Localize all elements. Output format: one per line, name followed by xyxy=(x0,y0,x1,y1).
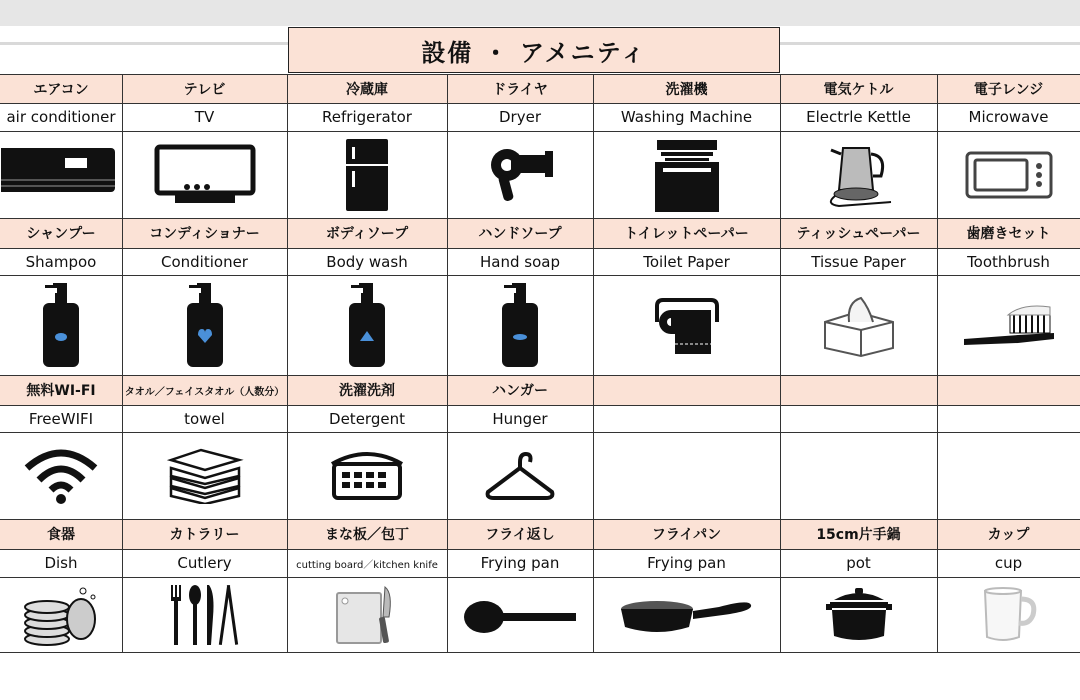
item-name-en: Toothbrush xyxy=(967,252,1050,271)
frying-pan-icon xyxy=(593,577,780,652)
item-name-en: Conditioner xyxy=(161,252,248,271)
item-name-jp: 洗濯機 xyxy=(665,81,708,98)
item-name-jp: 冷蔵庫 xyxy=(346,81,388,98)
item-name-en: Dryer xyxy=(499,108,541,126)
item-name-en: cup xyxy=(994,554,1023,572)
item-name-en: Electrle Kettle xyxy=(806,108,911,126)
grid-line-h xyxy=(0,652,1080,653)
item-name-en: Frying pan xyxy=(480,554,560,572)
microwave-icon xyxy=(937,131,1080,218)
item-name-jp xyxy=(780,375,937,405)
item-name-jp: トイレットペーパー xyxy=(624,226,749,242)
toilet-paper-icon xyxy=(593,275,780,375)
item-name-en: FreeWIFI xyxy=(28,409,94,428)
item-name-en: pot xyxy=(846,554,871,572)
dish-stack-icon xyxy=(0,577,122,652)
item-name-en xyxy=(780,405,937,432)
pot-icon xyxy=(780,577,937,652)
item-name-en: Refrigerator xyxy=(322,108,412,126)
item-name-jp xyxy=(937,375,1080,405)
item-name-en: Washing Machine xyxy=(620,108,753,126)
item-name-en: Dish xyxy=(44,554,78,572)
toothbrush-icon xyxy=(937,275,1080,375)
item-name-jp: カップ xyxy=(987,527,1030,543)
item-name-jp: カトラリー xyxy=(169,527,240,543)
item-name-en: towel xyxy=(184,409,225,428)
item-name-en: air conditioner xyxy=(6,108,116,126)
item-name-jp: 食器 xyxy=(47,527,75,543)
page-title: 設備 ・ アメニティ xyxy=(288,27,780,73)
item-name-jp: ハンガー xyxy=(492,383,548,399)
conditioner-bottle-icon xyxy=(122,275,287,375)
item-name-en: Body wash xyxy=(326,252,408,271)
wifi-icon xyxy=(0,432,122,519)
item-name-jp: エアコン xyxy=(33,81,89,98)
item-name-jp: 無料WI-FI xyxy=(26,383,96,399)
top-margin xyxy=(0,0,1080,26)
item-name-jp: ドライヤ xyxy=(492,81,548,98)
item-name-jp: コンディショナー xyxy=(149,226,260,242)
laundry-basket-icon xyxy=(287,432,447,519)
refrigerator-icon xyxy=(287,131,447,218)
item-name-jp: まな板／包丁 xyxy=(325,527,409,543)
item-name-jp: 電子レンジ xyxy=(973,81,1044,98)
item-name-en xyxy=(937,405,1080,432)
washing-machine-icon xyxy=(593,131,780,218)
item-name-en: Detergent xyxy=(329,409,405,428)
item-name-en: Cutlery xyxy=(177,554,232,572)
hanger-icon xyxy=(447,432,593,519)
cutlery-icon xyxy=(122,577,287,652)
item-name-jp: ハンドソープ xyxy=(478,226,562,242)
item-name-en: cutting board／kitchen knife xyxy=(296,559,438,571)
item-name-jp: シャンプー xyxy=(26,226,96,242)
item-name-jp xyxy=(593,375,780,405)
towel-icon xyxy=(122,432,287,519)
tissue-box-icon xyxy=(780,275,937,375)
tv-icon xyxy=(122,131,287,218)
item-name-en: Tissue Paper xyxy=(811,252,906,271)
item-name-jp: フライ返し xyxy=(485,527,555,543)
item-name-en: Frying pan xyxy=(647,554,726,572)
shampoo-bottle-icon xyxy=(0,275,122,375)
item-name-jp: ティッシュペーパー xyxy=(796,226,921,242)
hair-dryer-icon xyxy=(447,131,593,218)
item-name-jp: テレビ xyxy=(183,81,226,98)
kettle-icon xyxy=(780,131,937,218)
item-name-jp: 歯磨きセット xyxy=(966,226,1051,242)
title-rule-right xyxy=(778,42,1080,45)
title-rule-left xyxy=(0,42,288,45)
item-name-jp: 15cm片手鍋 xyxy=(816,527,901,543)
item-name-en: Hand soap xyxy=(480,252,560,271)
item-name-en: Hunger xyxy=(492,409,548,428)
ladle-icon xyxy=(447,577,593,652)
cup-icon xyxy=(937,577,1080,652)
item-name-en: TV xyxy=(194,108,215,126)
item-name-en: Microwave xyxy=(968,108,1049,126)
item-name-jp: フライパン xyxy=(651,527,722,543)
item-name-jp: 電気ケトル xyxy=(823,81,894,98)
air-conditioner-icon xyxy=(0,131,122,218)
cutting-board-knife-icon xyxy=(287,577,447,652)
item-name-en xyxy=(593,405,780,432)
item-name-en: Shampoo xyxy=(25,252,97,271)
item-name-jp: ボディソープ xyxy=(325,226,409,242)
hand-soap-bottle-icon xyxy=(447,275,593,375)
item-name-jp: タオル／フェイスタオル（人数分） xyxy=(124,386,285,398)
item-name-en: Toilet Paper xyxy=(643,252,730,271)
body-wash-bottle-icon xyxy=(287,275,447,375)
item-name-jp: 洗濯洗剤 xyxy=(339,383,395,399)
